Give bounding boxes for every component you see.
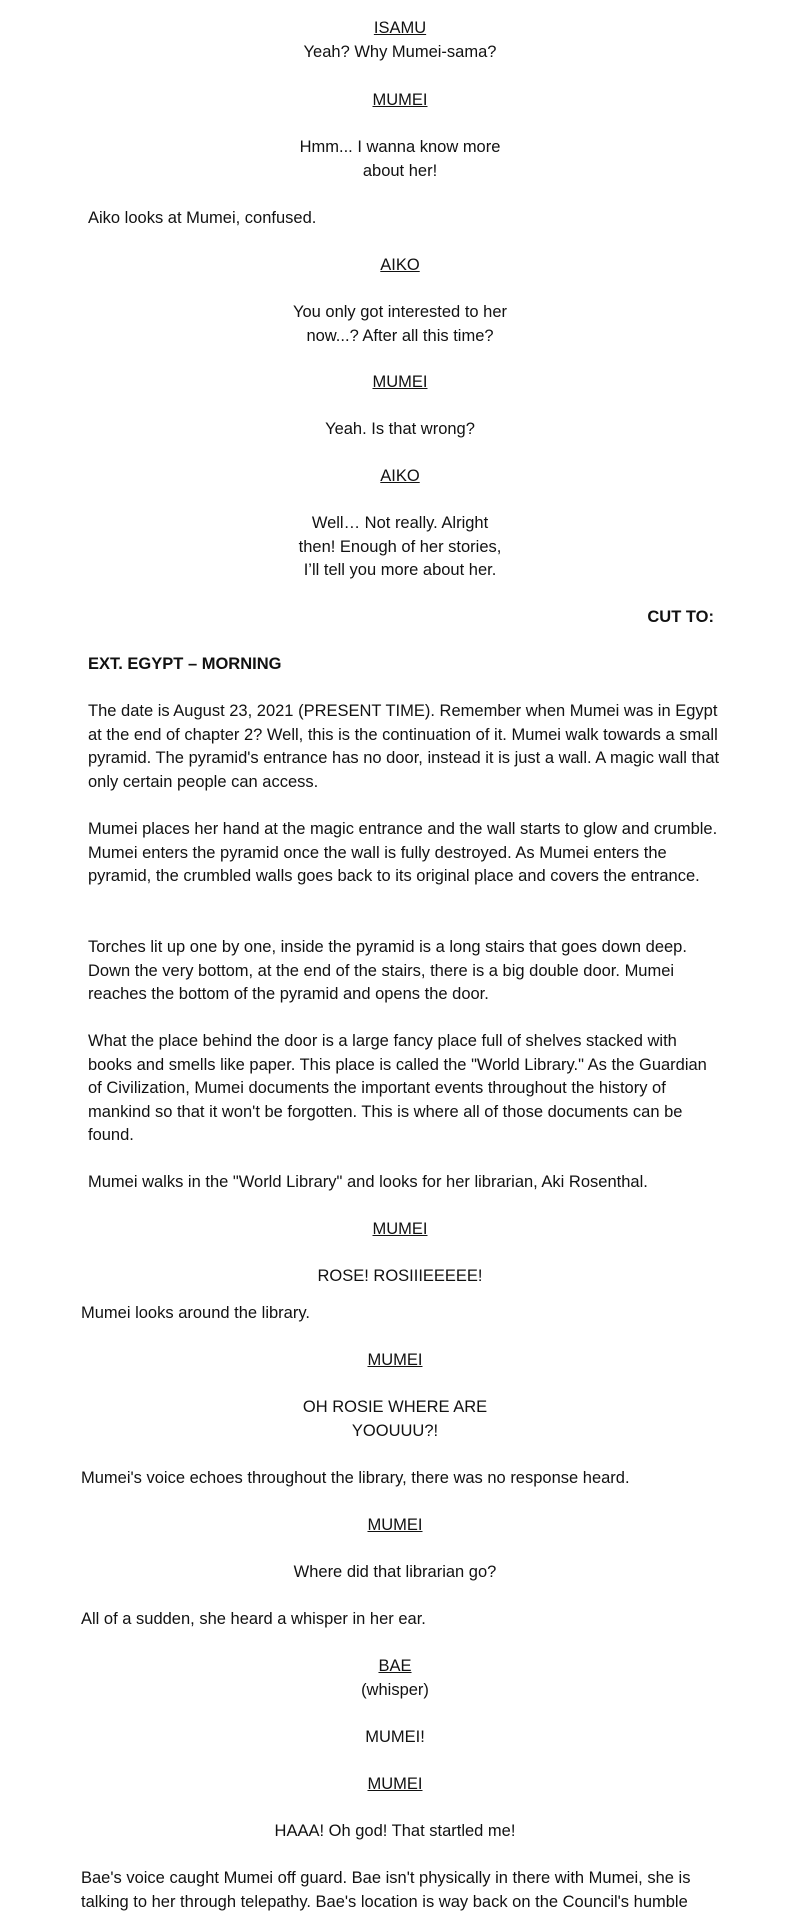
action-line: Mumei's voice echoes throughout the library, there was no response heard.: [81, 1469, 630, 1487]
action-paragraph: What the place behind the door is a large fancy place full of shelves stacked with books and smells like paper. This place is called the "World Library." As the Guardian of Civilization, Mumei documents the important events throughout the history of mankind so that it won't be forgotten. This is where all of those documents can be found.: [88, 1032, 707, 1145]
dialogue-line: I’ll tell you more about her.: [303, 561, 497, 579]
dialogue-line: YOOUUU?!: [351, 1422, 439, 1440]
action-paragraph: Bae's voice caught Mumei off guard. Bae isn't physically in there with Mumei, she is talking to her through telepathy. Bae's location is way back on the Council's humble: [81, 1869, 691, 1911]
character-name-aiko: AIKO: [380, 256, 420, 274]
action-paragraph: The date is August 23, 2021 (PRESENT TIME). Remember when Mumei was in Egypt at the end of chapter 2? Well, this is the continuation of it. Mumei walk towards a small pyramid. The pyramid's entrance has no door, instead it is just a wall. A magic wall that only certain people can access.: [88, 702, 720, 791]
dialogue-line: HAAA! Oh god! That startled me!: [274, 1822, 516, 1840]
character-name-isamu: ISAMU: [373, 19, 427, 37]
character-name-aiko: AIKO: [380, 467, 420, 485]
dialogue-line: Where did that librarian go?: [293, 1563, 497, 1581]
dialogue-line: ROSE! ROSIIIEEEEE!: [317, 1267, 483, 1285]
character-name-mumei: MUMEI: [372, 1220, 428, 1238]
dialogue-line: OH ROSIE WHERE ARE: [302, 1398, 488, 1416]
dialogue-line: now...? After all this time?: [306, 327, 494, 345]
dialogue-line: Well… Not really. Alright: [311, 514, 489, 532]
action-line: All of a sudden, she heard a whisper in her ear.: [81, 1610, 426, 1628]
action-line: Mumei looks around the library.: [81, 1304, 310, 1322]
parenthetical: (whisper): [361, 1681, 429, 1699]
dialogue-line: then! Enough of her stories,: [298, 538, 502, 556]
dialogue-line: Yeah. Is that wrong?: [325, 420, 475, 438]
dialogue-line: MUMEI!: [365, 1728, 425, 1746]
dialogue-line: Hmm... I wanna know more: [299, 138, 501, 156]
dialogue-line: about her!: [362, 162, 438, 180]
action-paragraph: Mumei walks in the "World Library" and looks for her librarian, Aki Rosenthal.: [88, 1173, 648, 1191]
character-name-mumei: MUMEI: [367, 1775, 423, 1793]
character-name-bae: BAE: [378, 1657, 412, 1675]
character-name-mumei: MUMEI: [372, 373, 428, 391]
action-line: Aiko looks at Mumei, confused.: [88, 209, 317, 227]
action-paragraph: Mumei places her hand at the magic entrance and the wall starts to glow and crumble. Mumei enters the pyramid once the wall is fully destroyed. As Mumei enters the pyramid, the crumbled walls goes back to its original place and covers the entrance.: [88, 820, 718, 886]
dialogue-line: You only got interested to her: [292, 303, 508, 321]
character-name-mumei: MUMEI: [367, 1351, 423, 1369]
character-name-mumei: MUMEI: [372, 91, 428, 109]
character-name-mumei: MUMEI: [367, 1516, 423, 1534]
action-paragraph: Torches lit up one by one, inside the pyramid is a long stairs that goes down deep. Down the very bottom, at the end of the stairs, there is a big double door. Mumei reaches the bottom of the pyramid and opens the door.: [88, 938, 687, 1004]
scene-heading: EXT. EGYPT – MORNING: [88, 655, 282, 673]
dialogue-line: Yeah? Why Mumei-sama?: [303, 43, 497, 61]
transition-cut-to: CUT TO:: [647, 608, 714, 626]
